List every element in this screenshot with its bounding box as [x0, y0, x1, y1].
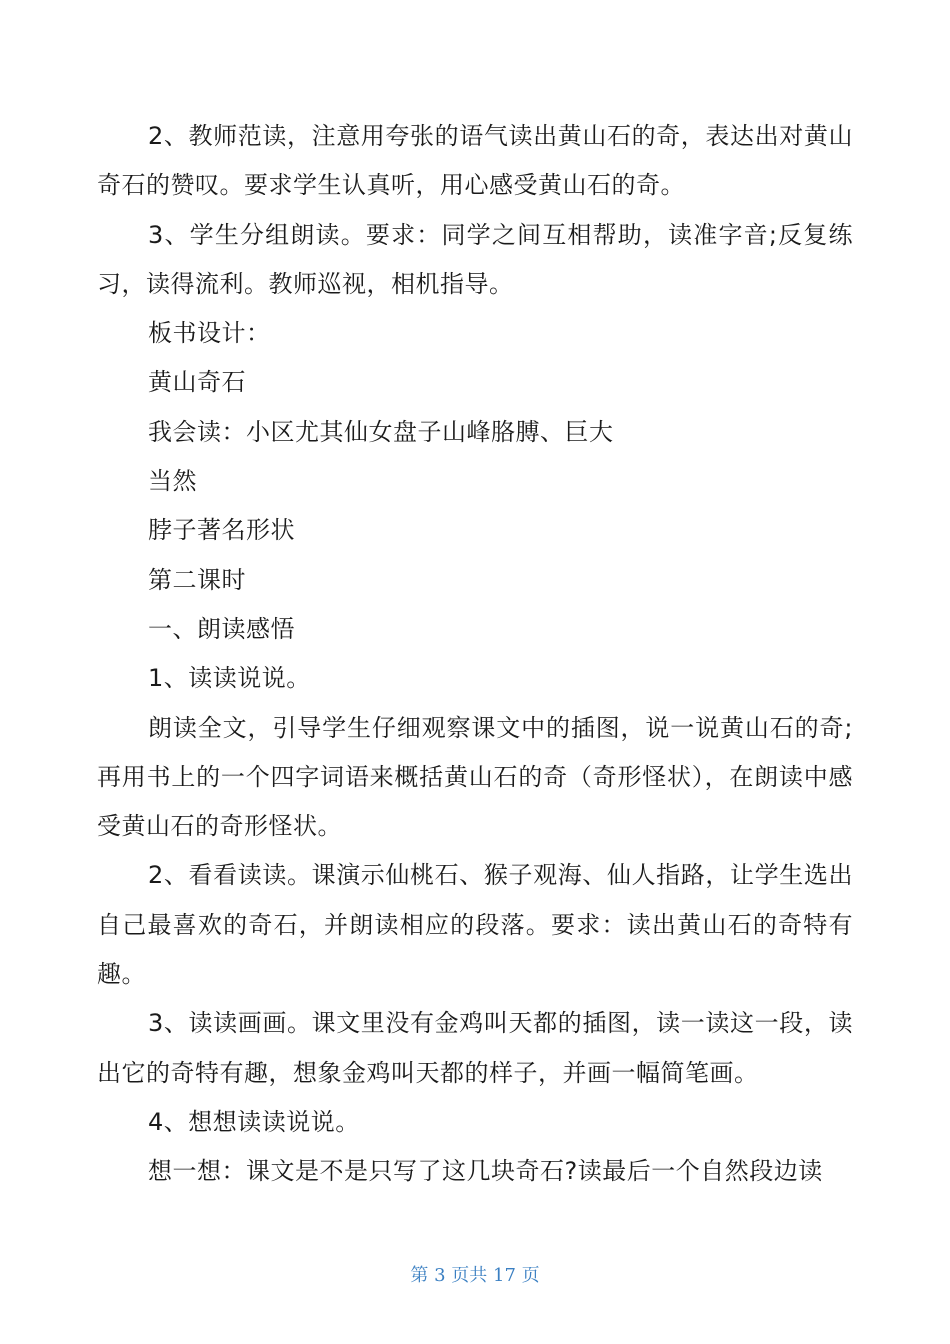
paragraph-board-title: 黄山奇石 [148, 368, 246, 397]
paragraph-teacher-reading: 2、教师范读，注意用夸张的语气读出黄山石的奇，表达出对黄山奇石的赞叹。要求学生认真听，用心感受黄山石的奇。 [97, 122, 853, 200]
paragraph-step-3: 3、读读画画。课文里没有金鸡叫天都的插图，读一读这一段，读出它的奇特有趣，想象金鸡叫天都的样子，并画一幅简笔画。 [97, 1009, 853, 1087]
paragraph-step-4-body: 想一想：课文是不是只写了这几块奇石?读最后一个自然段边读 [148, 1157, 823, 1186]
paragraph-word-dangran: 当然 [148, 467, 197, 496]
paragraph-group-reading: 3、学生分组朗读。要求：同学之间互相帮助，读准字音;反复练习，读得流利。教师巡视，相机指导。 [97, 220, 853, 298]
paragraph-step-1-title: 1、读读说说。 [148, 664, 311, 693]
paragraph-step-4-title: 4、想想读读说说。 [148, 1107, 360, 1136]
document-body [97, 112, 853, 1197]
paragraph-vocabulary: 我会读：小区尤其仙女盘子山峰胳膊、巨大 [148, 417, 614, 446]
paragraph-step-1-body: 朗读全文，引导学生仔细观察课文中的插图，说一说黄山石的奇;再用书上的一个四字词语来概括黄山石的奇（奇形怪状），在朗读中感受黄山石的奇形怪状。 [97, 713, 853, 841]
paragraph-second-lesson-heading: 第二课时 [148, 565, 246, 594]
paragraph-word-list: 脖子著名形状 [148, 516, 295, 545]
page-number-footer: 第 3 页共 17 页 [410, 1265, 540, 1286]
paragraph-step-2: 2、看看读读。课演示仙桃石、猴子观海、仙人指路，让学生选出自己最喜欢的奇石，并朗读相应的段落。要求：读出黄山石的奇特有趣。 [97, 861, 853, 989]
paragraph-section-heading: 一、朗读感悟 [148, 614, 295, 643]
paragraph-board-design-heading: 板书设计： [148, 319, 271, 348]
